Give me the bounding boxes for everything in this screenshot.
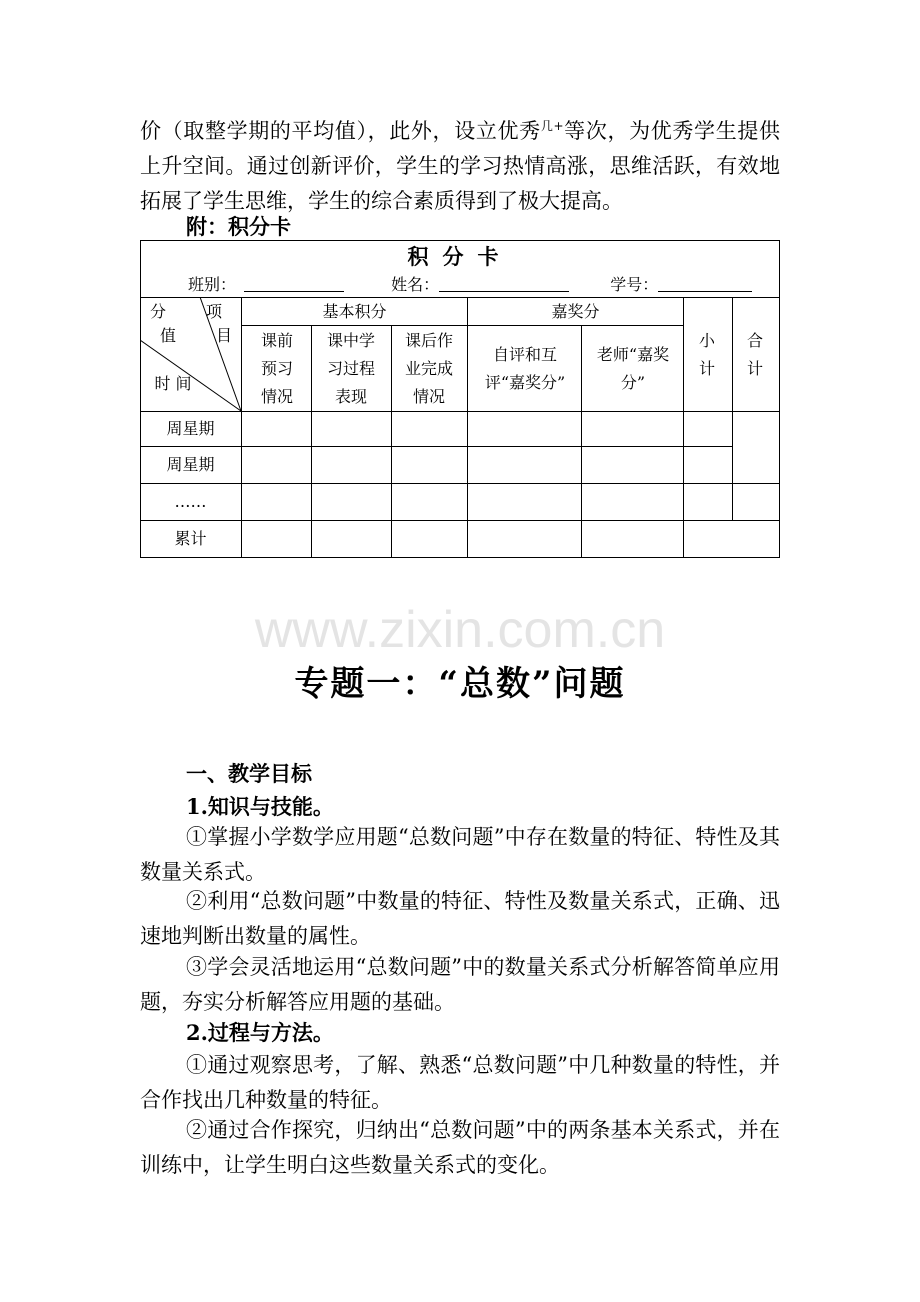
goal-paragraph-5: ②通过合作探究，归纳出“总数问题”中的两条基本关系式，并在训练中，让学生明白这些数量关系式的变化。 <box>140 1118 780 1177</box>
diag-label-time: 时 间 <box>154 374 192 393</box>
col-total: 合计 <box>746 331 763 378</box>
subheading-process: 2.过程与方法。 <box>186 1020 334 1045</box>
watermark: www.zixin.com.cn <box>254 601 666 659</box>
id-blank <box>658 275 752 292</box>
goal-paragraph-1: ①掌握小学数学应用题“总数问题”中存在数量的特征、特性及其数量关系式。 <box>140 825 780 884</box>
class-blank <box>244 275 344 292</box>
name-blank <box>439 275 569 292</box>
col-before-class: 课前预习情况 <box>260 330 293 406</box>
intro-superscript: 几 <box>540 119 554 133</box>
intro-text-b: 等次，为优秀学生提供上升空间。通过创新评价，学生的学习热情高涨，思维活跃，有效地拓展了学生思维，学生的综合素质得到了极大提高。 <box>140 119 781 213</box>
col-subtotal: 小计 <box>698 331 715 378</box>
row-week-1: 周星期 <box>166 419 215 438</box>
topic-title: 专题一：“总数”问题 <box>294 664 626 704</box>
intro-paragraph <box>140 114 780 219</box>
col-teacher-bonus: 老师“嘉奖分” <box>596 344 670 392</box>
group-bonus-points: 嘉奖分 <box>551 301 600 321</box>
row-ellipsis: …… <box>174 492 207 511</box>
group-basic-points: 基本积分 <box>322 301 387 321</box>
diag-label-xiang: 项 <box>205 302 222 321</box>
diag-label-fen: 分 <box>149 302 166 321</box>
section-heading: 一、教学目标 <box>186 761 312 786</box>
card-info-line <box>188 273 752 297</box>
intro-text-a: 价（取整学期的平均值），此外，设立优秀 <box>140 119 541 143</box>
goal-paragraph-2: ②利用“总数问题”中数量的特征、特性及数量关系式，正确、迅速地判断出数量的属性。 <box>140 889 780 948</box>
row-week-2: 周星期 <box>166 455 215 474</box>
intro-superscript-plus: + <box>553 119 564 133</box>
col-after-class: 课后作业完成情况 <box>404 330 453 406</box>
col-during-class: 课中学习过程表现 <box>326 330 375 406</box>
appendix-label: 附：积分卡 <box>186 214 291 239</box>
name-label: 姓名： <box>391 275 440 294</box>
card-title: 积分卡 <box>407 244 513 269</box>
col-self-peer-bonus: 自评和互评“嘉奖分” <box>484 344 566 392</box>
id-label: 学号： <box>610 275 659 294</box>
class-label: 班别： <box>188 275 237 294</box>
score-card <box>140 240 780 558</box>
goal-paragraph-4: ①通过观察思考，了解、熟悉“总数问题”中几种数量的特性，并合作找出几种数量的特征。 <box>140 1053 780 1112</box>
row-cumulative: 累计 <box>174 529 207 548</box>
diag-label-zhi: 值 <box>159 326 176 345</box>
diag-label-mu: 目 <box>215 326 232 345</box>
subheading-knowledge: 1.知识与技能。 <box>186 794 334 819</box>
goal-paragraph-3: ③学会灵活地运用“总数问题”中的数量关系式分析解答简单应用题，夯实分析解答应用题的基础。 <box>140 955 780 1014</box>
